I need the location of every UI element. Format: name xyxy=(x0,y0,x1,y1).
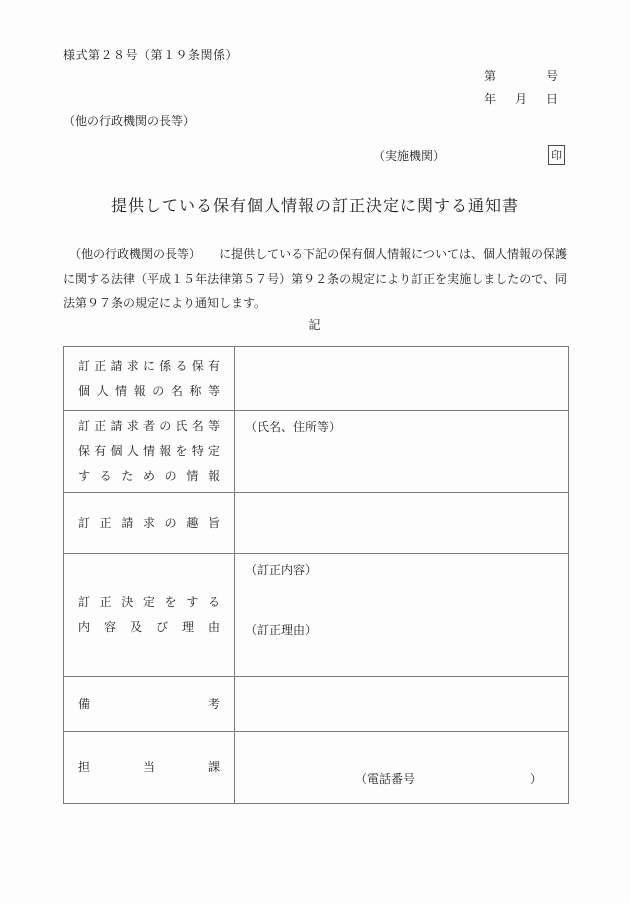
label-line: するための情報 xyxy=(78,469,220,483)
label-line: 内容及び理由 xyxy=(78,620,220,634)
table-row-seikyu-shushi xyxy=(64,493,569,554)
seal-stamp: 印 xyxy=(548,145,565,165)
doc-number-suffix: 号 xyxy=(545,69,558,83)
issuer: （実施機関） xyxy=(373,149,446,163)
document-title: 提供している保有個人情報の訂正決定に関する通知書 xyxy=(110,198,519,215)
label-line: 備考 xyxy=(78,696,220,711)
cell-value-empty xyxy=(235,493,569,554)
row-label xyxy=(64,677,235,732)
addressee: （他の行政機関の長等） xyxy=(63,114,196,128)
row-label xyxy=(64,411,235,493)
date-month-label: 月 xyxy=(514,92,527,106)
date-year-label: 年 xyxy=(484,92,497,106)
doc-number-prefix: 第 xyxy=(484,69,497,83)
label-line: 個人情報の名称等 xyxy=(78,383,220,398)
cell-value xyxy=(235,554,569,677)
date-line xyxy=(484,90,558,107)
cell-value xyxy=(235,732,569,804)
table-row-kettei-naiyo-riyu xyxy=(64,554,569,677)
phone-close-paren: ） xyxy=(529,772,542,786)
label-line: 訂正請求に係る保有 xyxy=(78,358,220,373)
form-table xyxy=(63,346,569,804)
date-day-label: 日 xyxy=(545,92,558,106)
correction-content-note: （訂正内容） xyxy=(245,563,318,577)
cell-value xyxy=(235,411,569,493)
label-line: 訂正決定をする xyxy=(78,595,220,609)
row-label xyxy=(64,732,235,804)
row-label xyxy=(64,493,235,554)
label-line: 訂正請求の趣旨 xyxy=(78,515,220,530)
correction-reason-note: （訂正理由） xyxy=(245,623,318,637)
doc-number-line xyxy=(484,67,558,84)
table-row-biko xyxy=(64,677,569,732)
cell-value-empty xyxy=(235,677,569,732)
label-line: 保有個人情報を特定 xyxy=(78,444,220,458)
label-line: 担当課 xyxy=(78,760,220,774)
cell-value-empty xyxy=(235,347,569,411)
table-row-seikyusha-shimei xyxy=(64,411,569,493)
record-marker: 記 xyxy=(308,318,322,332)
table-row-hoyu-meisho xyxy=(64,347,569,411)
name-address-note: （氏名、住所等） xyxy=(245,420,342,434)
row-label xyxy=(64,347,235,411)
form-number: 様式第２８号（第１９条関係） xyxy=(63,48,239,62)
label-line: 訂正請求者の氏名等 xyxy=(78,419,220,433)
body-paragraph: （他の行政機関の長等） に提供している下記の保有個人情報については、個人情報の保護に関する法律（平成１５年法律第５７号）第９２条の規定により訂正を実施しましたので、同法第９７条の規定により通知します。 xyxy=(63,247,567,310)
phone-number-line xyxy=(355,771,542,787)
phone-label: （電話番号 xyxy=(355,772,416,786)
row-label xyxy=(64,554,235,677)
table-row-tanto-ka xyxy=(64,732,569,804)
